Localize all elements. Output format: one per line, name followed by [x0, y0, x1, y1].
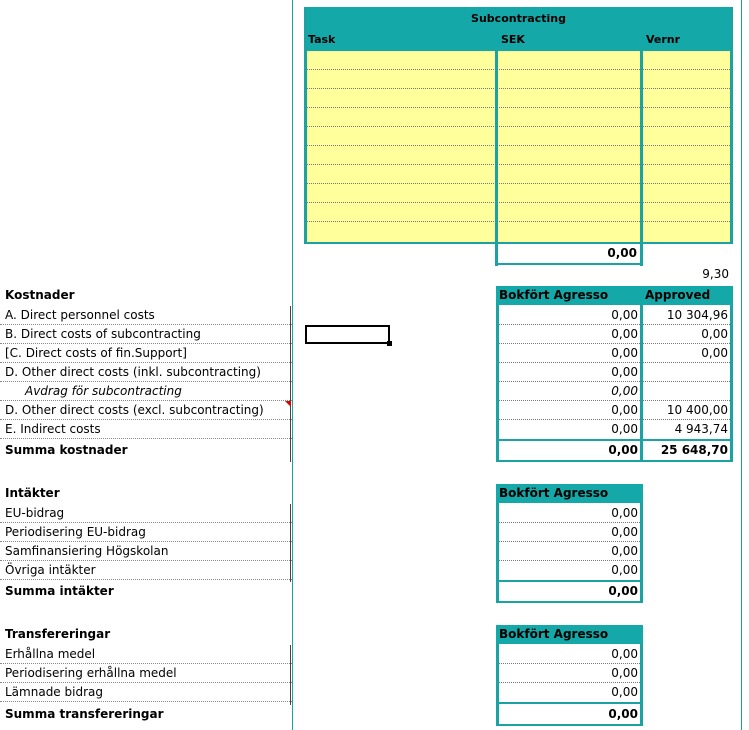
subcontracting-border-left: [304, 7, 307, 244]
kostnader-c-bokfort: 0,00: [611, 346, 638, 360]
intakter-label-samfinansiering: Samfinansiering Högskolan: [5, 544, 169, 558]
kostnader-b-bokfort: 0,00: [611, 327, 638, 341]
intakter-periodisering-bokfort: 0,00: [611, 525, 638, 539]
kostnader-label-d-inkl: D. Other direct costs (inkl. subcontracting): [5, 365, 261, 379]
kostnader-label-b: B. Direct costs of subcontracting: [5, 327, 201, 341]
transfereringar-label-periodisering: Periodisering erhållna medel: [5, 666, 177, 680]
intakter-eu-bidrag-bokfort: 0,00: [611, 506, 638, 520]
kostnader-d-excl-bokfort: 0,00: [611, 403, 638, 417]
kostnader-sum-approved: 25 648,70: [660, 443, 728, 457]
column-divider-right: [741, 0, 742, 730]
subcontracting-border-right: [730, 7, 733, 244]
intakter-label-periodisering: Periodisering EU-bidrag: [5, 525, 146, 539]
fill-handle[interactable]: [387, 341, 392, 346]
kostnader-heading: Kostnader: [5, 288, 75, 302]
transfereringar-label-erhallna: Erhållna medel: [5, 647, 96, 661]
transfereringar-heading: Transfereringar: [5, 627, 111, 641]
intakter-heading: Intäkter: [5, 486, 60, 500]
intakter-label-ovriga: Övriga intäkter: [5, 563, 96, 577]
kostnader-d-inkl-approved: [643, 363, 731, 382]
kostnader-label-a: A. Direct personnel costs: [5, 308, 155, 322]
kostnader-a-bokfort: 0,00: [611, 308, 638, 322]
transfereringar-periodisering-bokfort: 0,00: [611, 666, 638, 680]
kostnader-e-bokfort: 0,00: [611, 422, 638, 436]
kostnader-a-approved: 10 304,96: [666, 308, 728, 322]
kostnader-sum-bokfort: 0,00: [608, 443, 638, 457]
kostnader-label-e: E. Indirect costs: [5, 422, 101, 436]
transfereringar-label-lamnade: Lämnade bidrag: [5, 685, 103, 699]
kostnader-col-bokfort: Bokfört Agresso: [496, 286, 642, 305]
kostnader-e-approved: 4 943,74: [674, 422, 728, 436]
kostnader-label-c: [C. Direct costs of fin.Support]: [5, 346, 187, 360]
transfereringar-sum-label: Summa transfereringar: [5, 707, 164, 721]
intakter-samfinansiering-bokfort: 0,00: [611, 544, 638, 558]
kostnader-d-excl-approved: 10 400,00: [666, 403, 728, 417]
kostnader-col-approved: Approved: [642, 286, 733, 305]
subcontracting-col-task: Task: [308, 33, 336, 46]
kostnader-label-d-excl: D. Other direct costs (excl. subcontracting): [5, 403, 264, 417]
kostnader-avdrag-bokfort: 0,00: [611, 384, 638, 398]
column-divider-left: [292, 0, 293, 730]
transfereringar-erhallna-bokfort: 0,00: [611, 647, 638, 661]
intakter-sum-bokfort: 0,00: [608, 584, 638, 598]
intakter-ovriga-bokfort: 0,00: [611, 563, 638, 577]
intakter-label-eu-bidrag: EU-bidrag: [5, 506, 65, 520]
kostnader-label-avdrag: Avdrag för subcontracting: [25, 384, 182, 398]
kostnader-sum-label: Summa kostnader: [5, 443, 128, 457]
active-cell-selection[interactable]: [305, 325, 390, 344]
transfereringar-lamnade-bokfort: 0,00: [611, 685, 638, 699]
subcontracting-input-grid[interactable]: [305, 51, 732, 243]
rate-value: 9,30: [702, 267, 729, 281]
kostnader-c-approved: 0,00: [701, 346, 728, 360]
subcontracting-title: Subcontracting: [471, 12, 566, 25]
subcontracting-border-task-sek: [495, 51, 498, 266]
subcontracting-total: 0,00: [607, 246, 637, 260]
kostnader-b-approved: 0,00: [701, 327, 728, 341]
subcontracting-col-sek: SEK: [501, 33, 525, 46]
transfereringar-col-bokfort: Bokfört Agresso: [496, 625, 643, 644]
intakter-col-bokfort: Bokfört Agresso: [496, 484, 643, 503]
transfereringar-label-edge: [290, 645, 291, 705]
subcontracting-border-sek-vernr: [640, 51, 643, 266]
intakter-label-edge: [290, 504, 291, 582]
comment-indicator-icon[interactable]: [285, 401, 291, 407]
kostnader-d-inkl-bokfort: 0,00: [611, 365, 638, 379]
transfereringar-sum-bokfort: 0,00: [608, 707, 638, 721]
subcontracting-total-border: [495, 263, 643, 265]
subcontracting-header: [305, 7, 732, 51]
subcontracting-col-vernr: Vernr: [646, 33, 681, 46]
intakter-sum-label: Summa intäkter: [5, 584, 114, 598]
kostnader-avdrag-approved: [643, 382, 731, 401]
